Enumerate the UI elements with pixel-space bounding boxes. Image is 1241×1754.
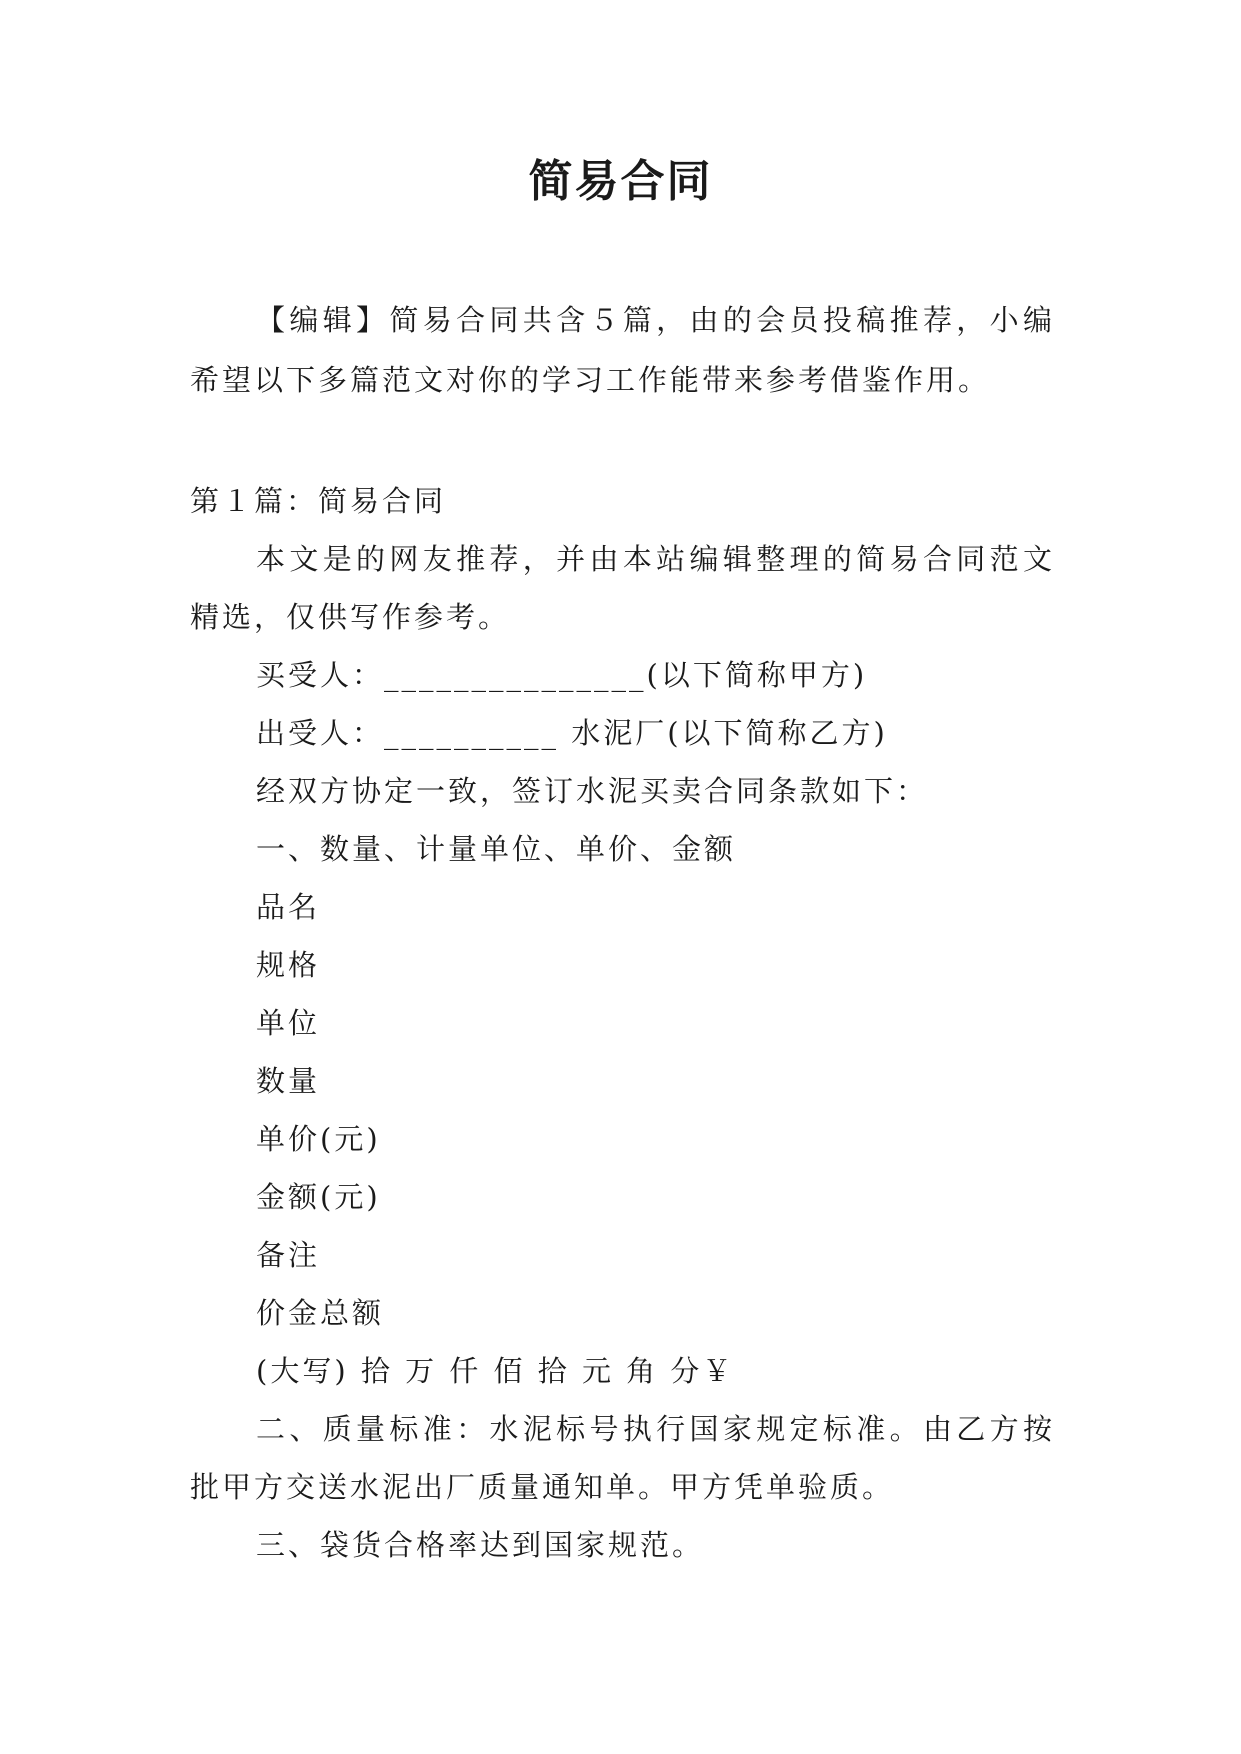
field-unit: 单位 (256, 1006, 321, 1040)
source-note-paragraph: 本文是的网友推荐，并由本站编辑整理的简易合同范文精选，仅供写作参考。 (190, 542, 1055, 634)
clause-1-title: 一、数量、计量单位、单价、金额 (256, 832, 737, 866)
field-total-price: 价金总额 (256, 1296, 385, 1330)
field-remarks: 备注 (256, 1238, 321, 1272)
buyer-line: 买受人：_______________(以下简称甲方) (256, 658, 868, 692)
agreement-line: 经双方协定一致，签订水泥买卖合同条款如下： (256, 774, 929, 808)
field-specification: 规格 (256, 948, 321, 982)
clause-2-paragraph: 二、质量标准：水泥标号执行国家规定标准。由乙方按批甲方交送水泥出厂质量通知单。甲方凭单验质。 (190, 1412, 1055, 1504)
field-unit-price: 单价(元) (256, 1122, 381, 1156)
intro-paragraph: 【编辑】简易合同共含５篇，由的会员投稿推荐，小编希望以下多篇范文对你的学习工作能带来参考借鉴作用。 (190, 303, 1055, 397)
clause-3-line: 三、袋货合格率达到国家规范。 (256, 1528, 705, 1562)
seller-line: 出受人：__________ 水泥厂(以下简称乙方) (256, 716, 888, 750)
document-title: 简易合同 (528, 156, 713, 207)
spacer (190, 410, 1055, 472)
document-body (190, 290, 1055, 1574)
field-amount: 金额(元) (256, 1180, 381, 1214)
field-product-name: 品名 (256, 890, 321, 924)
amount-in-words-line: (大写) 拾 万 仟 佰 拾 元 角 分￥ (256, 1354, 735, 1388)
section-heading: 第１篇：简易合同 (190, 484, 447, 518)
field-quantity: 数量 (256, 1064, 321, 1098)
